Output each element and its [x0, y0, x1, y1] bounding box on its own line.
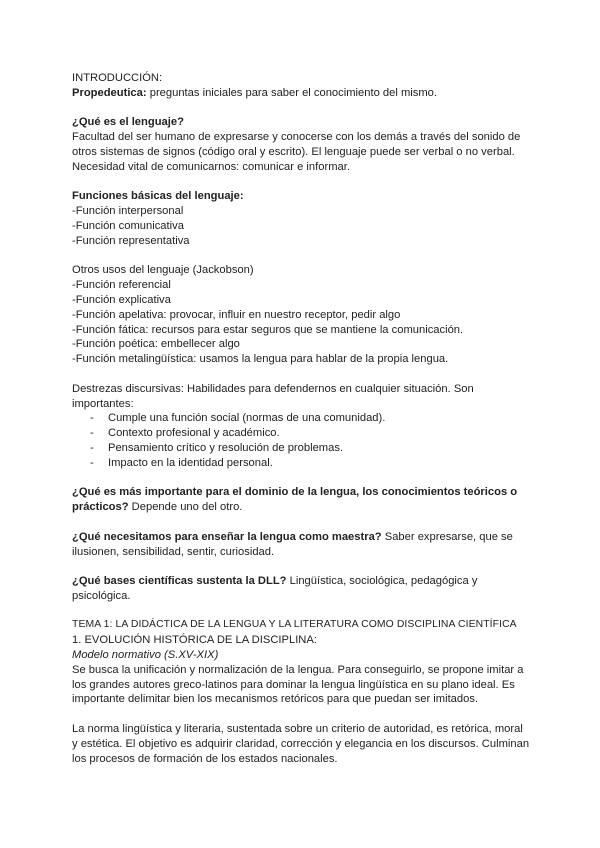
tema-model: Modelo normativo (S.XV-XIX): [72, 649, 219, 662]
q1-question: ¿Qué es más importante para el dominio de la lengua, los conocimientos teóricos o: [72, 486, 518, 499]
otros-item: -Función metalingüística: usamos la lengua para hablar de la propia lengua.: [72, 353, 449, 366]
q1-answer: Depende uno del otro.: [128, 501, 243, 514]
otros-item: -Función fática: recursos para estar seguros que se mantiene la comunicación.: [72, 323, 464, 336]
destrezas-list: [72, 411, 528, 470]
q3-line1: [72, 574, 528, 589]
otros-item: -Función referencial: [72, 279, 171, 292]
funcion-item: -Función representativa: [72, 234, 190, 247]
list-item: - Contexto profesional y académico.: [72, 426, 528, 441]
funciones-heading: Funciones básicas del lenguaje:: [72, 190, 244, 203]
q2-line2: ilusionen, sensibilidad, sentir, curiosidad.: [72, 545, 275, 558]
otros-item: -Función poética: embellecer algo: [72, 338, 240, 351]
destrezas-line: importantes:: [72, 397, 134, 410]
tema-para2-line: La norma lingüística y literaria, sustentada sobre un criterio de autoridad, es retórica, moral: [72, 723, 523, 736]
list-item: - Pensamiento crítico y resolución de problemas.: [72, 441, 528, 456]
propedeutica-line: [72, 86, 528, 101]
q2-question: ¿Qué necesitamos para enseñar la lengua como maestra?: [72, 530, 382, 543]
q3-answer: Lingüística, sociológica, pedagógica y: [286, 575, 478, 588]
tema-para2-line: y estética. El objetivo es adquirir claridad, corrección y elegancia en los discursos. Culminan: [72, 737, 530, 750]
list-item: - Cumple una función social (normas de una comunidad).: [72, 411, 528, 426]
tema-para1-line: importante delimitar bien los mecanismos retóricos para que puedan ser imitados.: [72, 693, 479, 706]
q1-line2: [72, 500, 528, 515]
q2-line1: [72, 530, 528, 545]
intro-heading: INTRODUCCIÓN:: [72, 72, 163, 84]
que-es-line: Necesidad vital de comunicarnos: comunicar e informar.: [72, 160, 350, 173]
destrezas-line: Destrezas discursivas: Habilidades para defendernos en cualquier situación. Son: [72, 382, 474, 395]
document-page: [72, 71, 528, 766]
tema-subtitle: 1. EVOLUCIÓN HISTÓRICA DE LA DISCIPLINA:: [72, 634, 317, 647]
tema-para1-line: Se busca la unificación y normalización de la lengua. Para conseguirlo, se propone imitar a: [72, 663, 524, 676]
que-es-heading: ¿Qué es el lenguaje?: [72, 116, 184, 129]
otros-heading: Otros usos del lenguaje (Jackobson): [72, 264, 254, 277]
propedeutica-label: Propedeutica:: [72, 86, 147, 99]
propedeutica-text: preguntas iniciales para saber el conocimiento del mismo.: [146, 86, 438, 99]
q1-question-end: prácticos?: [72, 501, 129, 514]
list-item: - Impacto en la identidad personal.: [72, 456, 528, 471]
q3-question: ¿Qué bases científicas sustenta la DLL?: [72, 575, 287, 588]
tema-title: TEMA 1: LA DIDÁCTICA DE LA LENGUA Y LA LITERATURA COMO DISCIPLINA CIENTÍFICA: [72, 619, 517, 631]
funcion-item: -Función comunicativa: [72, 219, 184, 232]
q3-line2: psicológica.: [72, 589, 131, 602]
funcion-item: -Función interpersonal: [72, 205, 184, 218]
tema-para2-line: los procesos de formación de los estados nacionales.: [72, 752, 338, 765]
otros-item: -Función apelativa: provocar, influir en nuestro receptor, pedir algo: [72, 308, 401, 321]
que-es-line: otros sistemas de signos (código oral y escrito). El lenguaje puede ser verbal o no verbal.: [72, 145, 515, 158]
otros-item: -Función explicativa: [72, 293, 171, 306]
tema-para1-line: los grandes autores greco-latinos para dominar la lengua lingüística en su plano ideal. Es: [72, 678, 515, 691]
q2-answer: Saber expresarse, que se: [381, 530, 513, 543]
que-es-line: Facultad del ser humano de expresarse y conocerse con los demás a través del sonido de: [72, 131, 521, 144]
